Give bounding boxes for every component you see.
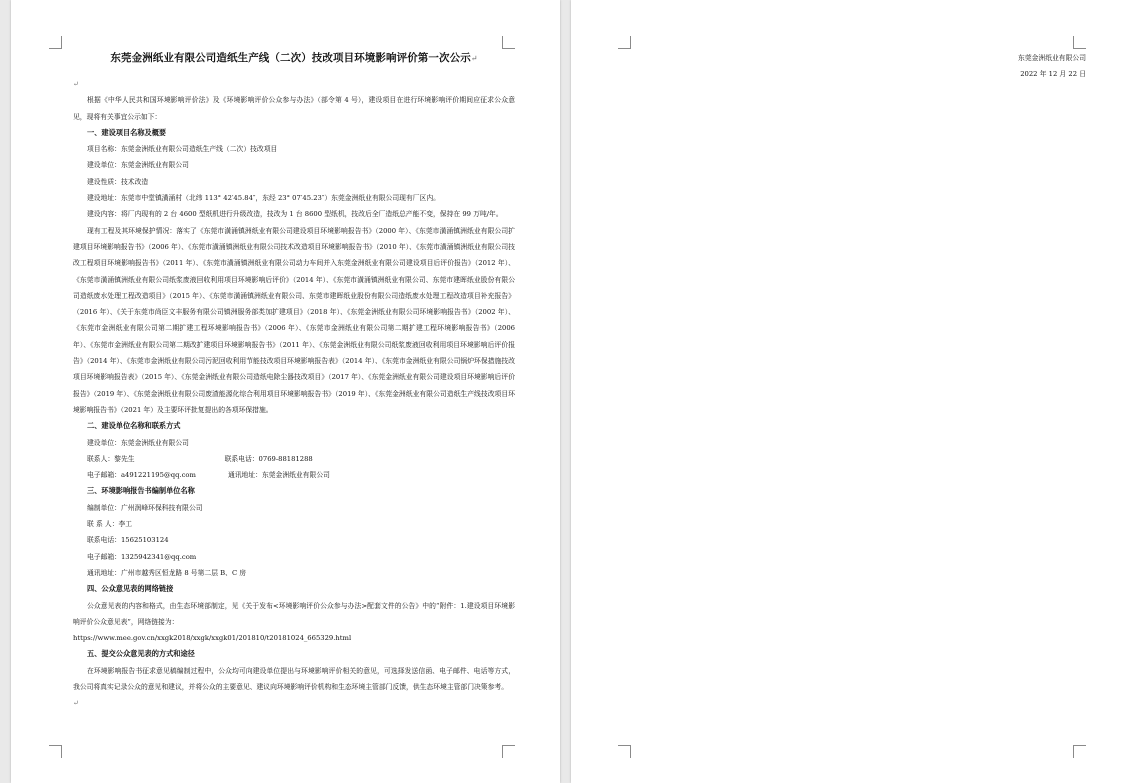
report-address: 通讯地址：广州市越秀区恒龙路 8 号第二层 B、C 房 <box>87 568 247 577</box>
crop-mark-top-right <box>502 36 515 49</box>
builder-email-row <box>73 467 515 483</box>
document-body[interactable] <box>73 50 515 712</box>
construction-unit: 建设单位：东莞金洲纸业有限公司 <box>87 161 189 170</box>
construction-content: 建设内容：将厂内现有的 2 台 4600 型纸机进行升级改造，技改为 1 台 8600 型纸机，技改后全厂造纸总产能不变，保持在 99 万吨/年。 <box>87 210 503 219</box>
environmental-protection-paragraph: 现有工程及其环境保护情况：落实了《东莞市潢涌镇洲纸业有限公司建设项目环境影响报告书》（2000 年）、《东莞市潢涌镇洲纸业有限公司扩建项目环境影响报告书》（2006 年）、《东莞市潢涌镇洲纸业有限公司技术改造项目环境影响报告书》（2010 年）、《东莞市潢涌镇洲纸业有限公司技改工程项目环境影响报告书》（2011 年）、《东莞市潢涌镇洲纸业有限公司动力车间并入东莞金洲纸业有限公司建设项目后评价报告》（2012 年）、《东莞市潢涌镇洲纸业有限公司纸浆废液回收利用项目环境影响后评价》（2014 年）、《东莞市潢涌镇洲纸业有限公司、东莞市建晖纸业股份有限公司造纸废水处理工程改造项目》（2015 年）、《东莞市潢涌镇洲纸业有限公司、东莞市建晖纸业股份有限公司造纸废水处理工程改造项目补充报告》（2016 年）、《关于东莞市尚臣文丰服务有限公司镇洲服务部类加扩建项目》（2018 年）、《东莞金洲纸业有限公司环境影响报告书》（2002 年）、《东莞市金洲纸业有限公司第二期扩建工程环境影响报告书》（2006 年）、《东莞市金洲纸业有限公司第二期扩建工程环境影响报告书》（2006 年）、《东莞市金洲纸业有限公司第二期改扩建项目环境影响报告书》（2011 年）、《东莞金洲纸业有限公司纸浆废液回收利用项目环境影响后评价报告》（2014 年）、《东莞市金洲纸业有限公司污泥回收利用节能技改项目环境影响报告表》（2014 年）、《东莞市金洲纸业有限公司锅炉环保措施技改项目环境影响报告表》（2015 年）、《东莞金洲纸业有限公司造纸电除尘器技改项目》（2017 年）、《东莞金洲纸业有限公司建设项目环境影响后评价报告》（2019 年）、《东莞金洲纸业有限公司废渣能源化综合利用项目环境影响报告书》（2019 年）、《东莞金洲纸业有限公司造纸生产线技改项目环境影响报告书》（2021 年）及主要环评批复提出的各项环保措施。 <box>73 226 515 414</box>
builder-address: 通讯地址：东莞金洲纸业有限公司 <box>227 471 330 480</box>
builder-contact-row <box>73 451 515 467</box>
crop-mark-bottom-right <box>502 745 515 758</box>
builder-email: 电子邮箱：a491221195@qq.com <box>87 471 196 480</box>
section-1-heading: 一、建设项目名称及概要 <box>87 127 167 137</box>
signature-company: 东莞金洲纸业有限公司 <box>1018 54 1086 62</box>
builder-unit: 建设单位：东莞金洲纸业有限公司 <box>87 438 189 447</box>
section-5-heading: 五、提交公众意见表的方式和途径 <box>87 649 195 659</box>
construction-location: 建设地址：东莞市中堂镇潢涌村（北纬 113° 42′45.84″，东经 23° 07′45.23″）东莞金洲纸业有限公司现有厂区内。 <box>87 194 440 203</box>
project-name: 项目名称：东莞金洲纸业有限公司造纸生产线（二次）技改项目 <box>87 145 278 154</box>
crop-mark-top-left <box>49 36 62 49</box>
document-title: 东莞金洲纸业有限公司造纸生产线（二次）技改项目环境影响评价第一次公示↵ <box>110 52 478 64</box>
intro-paragraph: 根据《中华人民共和国环境影响评价法》及《环境影响评价公众参与办法》（部令第 4 号），建设项目在进行环境影响评价期间应征求公众意见，现将有关事宜公示如下： <box>73 96 515 121</box>
crop-mark-bottom-right-p2 <box>1073 745 1086 758</box>
construction-nature: 建设性质：技术改造 <box>87 177 149 186</box>
opinion-form-link[interactable]: https://www.mee.gov.cn/xxgk2018/xxgk/xxgk01/201810/t20181024_665329.html <box>73 634 352 643</box>
report-email: 电子邮箱：1325942341@qq.com <box>87 552 197 561</box>
crop-mark-top-left-p2 <box>618 36 631 49</box>
report-phone: 联系电话：15625103124 <box>87 536 169 545</box>
crop-mark-top-right-p2 <box>1073 36 1086 49</box>
signature-date: 2022 年 12 月 22 日 <box>1020 70 1086 78</box>
builder-phone: 联系电话：0769-88181288 <box>224 454 313 463</box>
crop-mark-bottom-left-p2 <box>618 745 631 758</box>
section-2-heading: 二、建设单位名称和联系方式 <box>87 421 181 431</box>
builder-contact: 联系人：黎先生 <box>87 454 135 463</box>
empty-paragraph-end: ↵ <box>73 699 79 708</box>
document-page-1 <box>11 0 560 783</box>
crop-mark-bottom-left <box>49 745 62 758</box>
report-contact: 联 系 人：李工 <box>87 520 133 529</box>
section-3-heading: 三、环境影响报告书编制单位名称 <box>87 486 195 496</box>
section-4-heading: 四、公众意见表的网络链接 <box>87 584 174 594</box>
submission-paragraph: 在环境影响报告书征求意见稿编制过程中，公众均可向建设单位提出与环境影响评价相关的意见，可选择发送信函、电子邮件、电话等方式，我公司将真实记录公众的意见和建议，并将公众的主要意见、建议向环境影响评价机构和生态环境主管部门反馈，供生态环境主管部门决策参考。 <box>73 666 515 691</box>
opinion-form-paragraph: 公众意见表的内容和格式，由生态环境部制定，见《关于发布<环境影响评价公众参与办法>配套文件的公告》中的“附件：1.建设项目环境影响评价公众意见表”，网络链接为： <box>73 601 515 626</box>
empty-paragraph: ↵ <box>73 80 79 88</box>
document-page-2 <box>571 0 1127 783</box>
report-unit: 编制单位：广州润峰环保科技有限公司 <box>87 503 203 512</box>
